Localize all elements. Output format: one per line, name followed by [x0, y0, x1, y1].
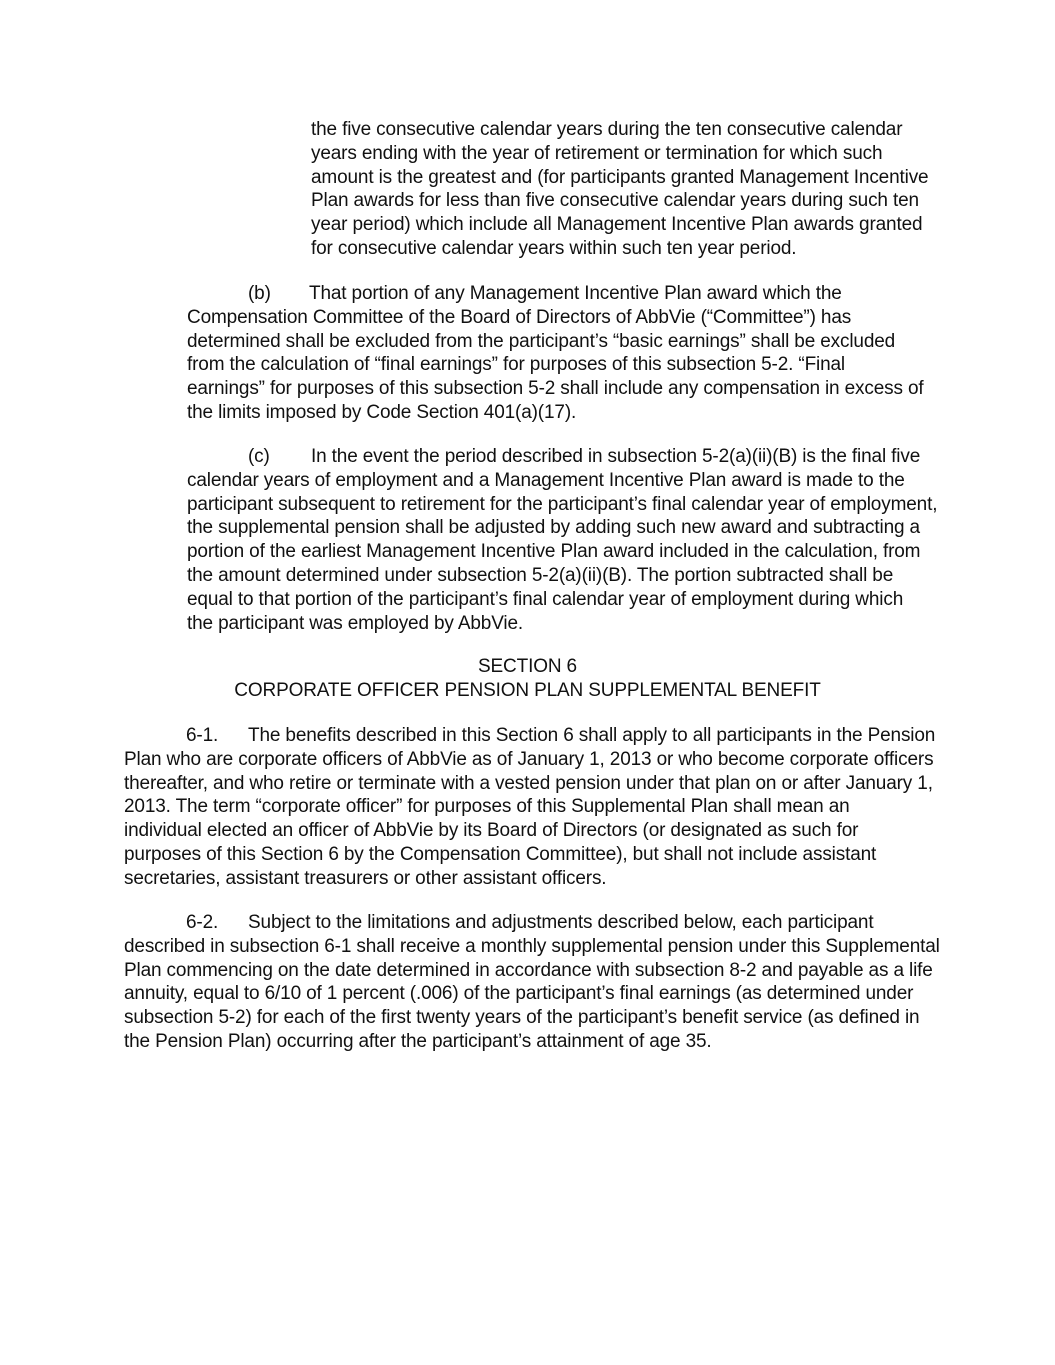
text-line: Compensation Committee of the Board of Directors of AbbVie (“Committee”) has [187, 306, 852, 328]
text-line: secretaries, assistant treasurers or other assistant officers. [124, 867, 607, 889]
text-line: equal to that portion of the participant’s final calendar year of employment during which [187, 588, 904, 610]
text-line-content: Subject to the limitations and adjustments described below, each participant [248, 912, 874, 933]
text-line: the Pension Plan) occurring after the participant’s attainment of age 35. [124, 1030, 712, 1052]
text-line: purposes of this Section 6 by the Compensation Committee), but shall not include assistant [124, 843, 877, 865]
text-line: from the calculation of “final earnings” for purposes of this subsection 5-2. “Final [187, 354, 846, 376]
text-line: for consecutive calendar years within such ten year period. [311, 237, 797, 259]
paragraph-marker: 6-2. [186, 912, 219, 933]
text-line [187, 282, 924, 306]
text-line: annuity, equal to 6/10 of 1 percent (.006) of the participant’s final earnings (as determined under [124, 983, 914, 1005]
paragraph-c [187, 445, 937, 635]
text-line: described in subsection 6-1 shall receive a monthly supplemental pension under this Supplemental [124, 935, 940, 957]
paragraph-marker: 6-1. [186, 725, 219, 746]
paragraph-6-2 [124, 911, 940, 1054]
text-line: the participant was employed by AbbVie. [187, 612, 524, 634]
text-line: the amount determined under subsection 5-2(a)(ii)(B). The portion subtracted shall be [187, 564, 894, 586]
text-line: subsection 5-2) for each of the first twenty years of the participant’s benefit service (as defined in [124, 1007, 920, 1029]
paragraph-b [187, 282, 924, 425]
continuation-paragraph [311, 118, 928, 261]
text-line: determined shall be excluded from the participant’s “basic earnings” shall be excluded [187, 330, 896, 352]
text-line: thereafter, and who retire or terminate with a vested pension under that plan on or after January 1, [124, 772, 933, 794]
paragraph-6-1 [124, 724, 935, 891]
paragraph-marker: (b) [248, 283, 271, 304]
text-line: amount is the greatest and (for participants granted Management Incentive [311, 166, 929, 188]
text-line [187, 445, 937, 469]
text-line: Plan who are corporate officers of AbbVie as of January 1, 2013 or who become corporate officers [124, 748, 934, 770]
text-line: 2013. The term “corporate officer” for purposes of this Supplemental Plan shall mean an [124, 796, 850, 818]
text-line-content: The benefits described in this Section 6 shall apply to all participants in the Pension [248, 725, 936, 746]
text-line: individual elected an officer of AbbVie by its Board of Directors (or designated as such for [124, 820, 859, 842]
text-line: the supplemental pension shall be adjusted by adding such new award and subtracting a [187, 517, 920, 539]
section-title: CORPORATE OFFICER PENSION PLAN SUPPLEMENTAL BENEFIT [234, 679, 821, 701]
text-line [124, 911, 940, 935]
text-line: Plan awards for less than five consecutive calendar years during such ten [311, 190, 919, 212]
text-line: participant subsequent to retirement for the participant’s final calendar year of employment, [187, 493, 938, 515]
text-line: the limits imposed by Code Section 401(a)(17). [187, 401, 577, 423]
section-number: SECTION 6 [478, 656, 577, 677]
text-line: earnings” for purposes of this subsection 5-2 shall include any compensation in excess of [187, 378, 924, 400]
text-line: the five consecutive calendar years during the ten consecutive calendar [311, 119, 903, 140]
text-line: calendar years of employment and a Management Incentive Plan award is made to the [187, 469, 905, 491]
text-line: portion of the earliest Management Incentive Plan award included in the calculation, from [187, 541, 921, 563]
text-line [124, 724, 935, 748]
text-line-content: That portion of any Management Incentive Plan award which the [309, 283, 842, 304]
paragraph-marker: (c) [248, 446, 270, 467]
section-heading [124, 655, 931, 703]
text-line-content: In the event the period described in subsection 5-2(a)(ii)(B) is the final five [311, 446, 921, 467]
text-line: year period) which include all Management Incentive Plan awards granted [311, 214, 923, 236]
text-line: years ending with the year of retirement or termination for which such [311, 142, 883, 164]
text-line: Plan commencing on the date determined in accordance with subsection 8-2 and payable as a life [124, 959, 933, 981]
